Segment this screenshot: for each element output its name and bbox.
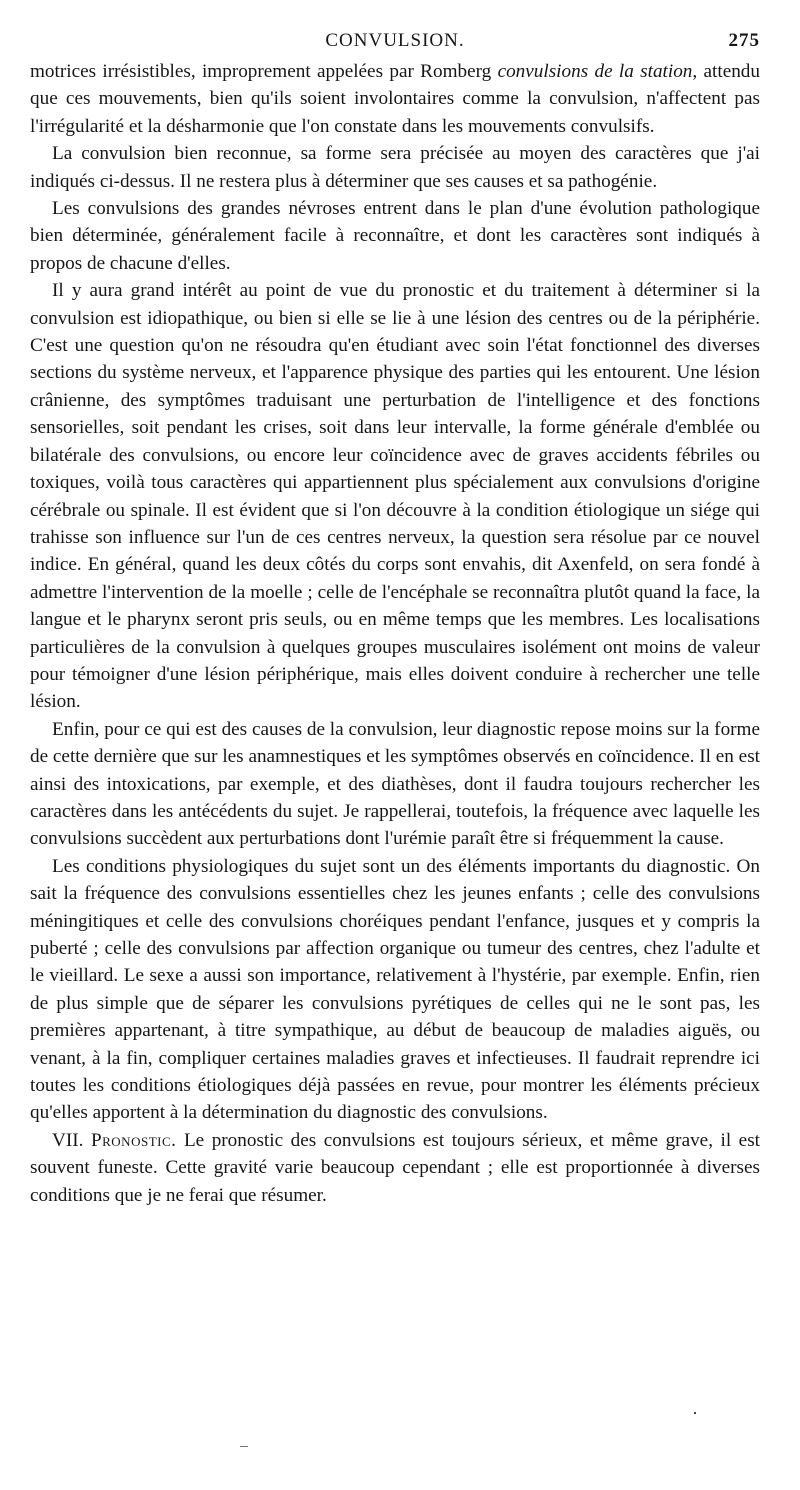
- running-title: CONVULSION.: [325, 30, 465, 51]
- section-heading: Pronostic.: [90, 1129, 177, 1151]
- section-number: VII.: [52, 1129, 91, 1151]
- book-page: [30, 26, 760, 1209]
- paragraph: [30, 277, 760, 716]
- text-run: Il y aura grand intérêt au point de vue du pronostic et du traitement à déterminer si la convulsion est idiopathique, ou bien si elle se lie à une lésion des centres ou de la périphérie. C'est une question qu'on ne résoudra qu'en étudiant avec soin l'état fonctionnel des diverses sections du système nerveux, et l'apparence physique des parties qui les entourent. Une lésion crânienne, des symptômes traduisant une perturbation de l'intelligence et des fonctions sensorielles, soit pendant les crises, soit dans leur intervalle, la forme générale d'emblée ou bilatérale des convulsions, ou encore leur coïncidence avec de graves accidents fébriles ou toxiques, voilà tous caractères qui appartiennent plus spécialement aux convulsions d'origine cérébrale ou spinale. Il est évident que si l'on découvre à la condition étiologique un siége qui trahisse son influence sur l'un de ces centres nerveux, la question sera résolue par ce nouvel indice. En général, quand les deux côtés du corps sont envahis, dit Axenfeld, on sera fondé à admettre l'intervention de la moelle ; celle de l'encéphale se reconnaîtra plutôt quand la face, la langue et le pharynx seront pris seuls, ou en même temps que les membres. Les localisations particulières de la convulsion à quelques groupes musculaires isolément ont moins de valeur pour témoigner d'une lésion périphérique, mais elles doivent conduire à rechercher une telle lésion.: [30, 280, 760, 713]
- text-run: Le pronostic des convulsions est toujours sérieux, et même grave, il est souvent funeste. Cette gravité varie beaucoup cependant ; elle est proportionnée à diverses conditions que je ne ferai que résumer.: [30, 1129, 760, 1206]
- paragraph: [30, 195, 760, 277]
- text-run: Les conditions physiologiques du sujet sont un des éléments importants du diagnostic. On sait la fréquence des convulsions essentielles chez les jeunes enfants ; celle des convulsions méningitiques et celle des convulsions choréiques pendant l'enfance, jusques et y compris la puberté ; celle des convulsions par affection organique ou tumeur des centres, chez l'adulte et le vieillard. Le sexe a aussi son importance, relativement à l'hystérie, par exemple. Enfin, rien de plus simple que de séparer les convulsions pyrétiques de celles qui ne le sont pas, les premières appartenant, à titre sympathique, au début de beaucoup de maladies aiguës, ou venant, à la fin, compliquer certaines maladies graves et infectieuses. Il faudrait reprendre ici toutes les conditions étiologiques déjà passées en revue, pour montrer les éléments précieux qu'elles apportent à la détermination du diagnostic des convulsions.: [30, 855, 760, 1124]
- text-run: , attendu que ces mouvements, bien qu'ils soient involontaires comme la convulsion, n'affectent pas l'irrégularité et la désharmonie que l'on constate dans les mouvements convulsifs.: [30, 61, 760, 137]
- running-header: [30, 26, 760, 58]
- body-text: [30, 58, 760, 1209]
- text-run: motrices irrésistibles, improprement appelées par Romberg: [30, 61, 498, 82]
- text-run: Enfin, pour ce qui est des causes de la convulsion, leur diagnostic repose moins sur la forme de cette dernière que sur les anamnestiques et les symptômes observés en coïncidence. Il en est ainsi des intoxications, par exemple, et des diathèses, dont il faudra toujours rechercher les caractères dans les antécédents du sujet. Je rappellerai, toutefois, la fréquence avec laquelle les convulsions succèdent aux perturbations dont l'urémie paraît être si fréquemment la cause.: [30, 718, 760, 850]
- section-paragraph: [30, 1127, 760, 1209]
- paragraph: [30, 58, 760, 140]
- page-number: 275: [728, 30, 760, 51]
- print-speck: [694, 1412, 696, 1414]
- paragraph: [30, 853, 760, 1127]
- print-mark: [240, 1446, 248, 1447]
- text-run: Les convulsions des grandes névroses entrent dans le plan d'une évolution pathologique bien déterminée, généralement facile à reconnaître, et dont les caractères sont indiqués à propos de chacune d'elles.: [30, 198, 760, 274]
- paragraph: [30, 140, 760, 195]
- text-run: La convulsion bien reconnue, sa forme sera précisée au moyen des caractères que j'ai indiqués ci-dessus. Il ne restera plus à déterminer que ses causes et sa pathogénie.: [30, 143, 760, 192]
- italic-term: convulsions de la station: [497, 61, 693, 82]
- paragraph: [30, 716, 760, 853]
